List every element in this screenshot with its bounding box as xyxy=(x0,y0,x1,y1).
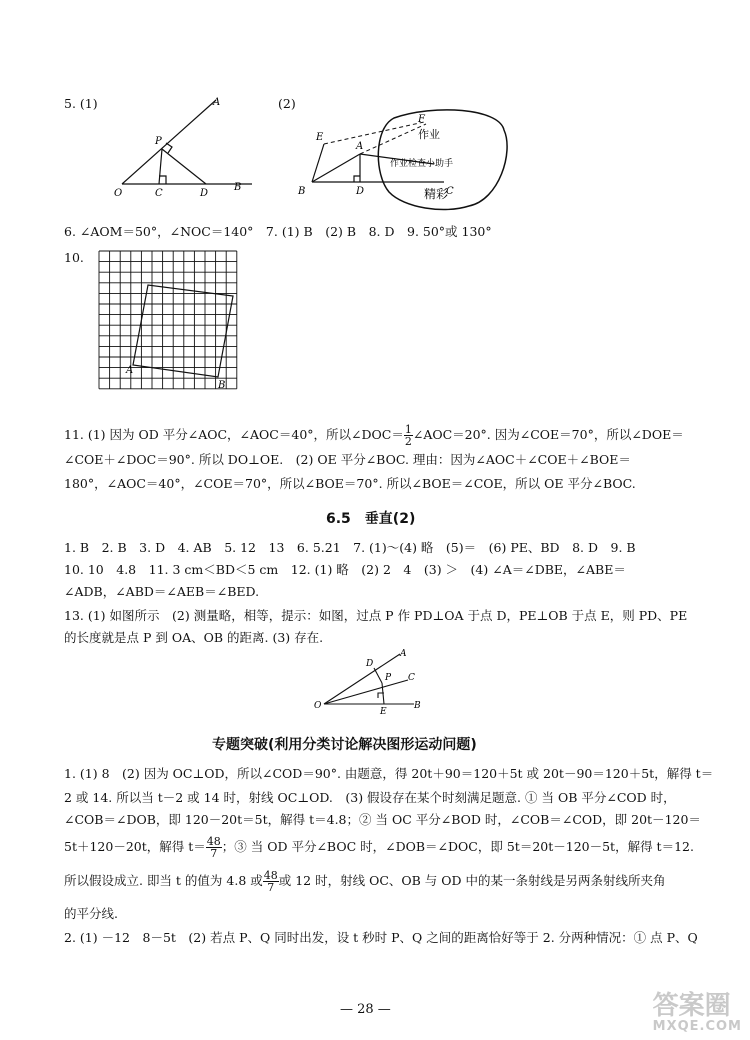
figure-5-1 xyxy=(110,92,260,200)
fig2-label-f: F xyxy=(418,114,425,125)
fig1-label-c: C xyxy=(155,188,163,199)
section65-line-4: 13. (1) 如图所示 (2) 测量略，相等，提示：如图，过点 P 作 PD⊥OA 于点 D，PE⊥OB 于点 E，则 PD、PE xyxy=(64,608,688,623)
grid-label-b: B xyxy=(218,380,226,391)
watermark-logo xyxy=(653,992,742,1034)
fraction-denominator: 7 xyxy=(267,881,275,894)
fig1-label-a: A xyxy=(213,97,221,108)
fig13-label-b: B xyxy=(414,701,421,711)
special-line-7: 2. (1) －12 8－5t (2) 若点 P、Q 同时出发，设 t 秒时 P、Q 之间的距离恰好等于 2. 分两种情况：① 点 P、Q xyxy=(64,930,698,945)
special-line-4 xyxy=(64,836,694,859)
special-line-5b: 或 12 时，射线 OC、OB 与 OD 中的某一条射线是另两条射线所夹角 xyxy=(278,873,666,888)
problem11-line-2: ∠COE＋∠DOC＝90°. 所以 DO⊥OE. (2) OE 平分∠BOC. 理由：因为∠AOC＋∠COE＋∠BOE＝ xyxy=(64,452,631,467)
fig2-label-c: C xyxy=(446,186,454,197)
grid-figure-10 xyxy=(96,248,238,394)
fig13-label-a: A xyxy=(400,649,407,659)
answers-6-9: 6. ∠AOM＝50°，∠NOC＝140° 7. (1) B (2) B 8. D 9. 50°或 130° xyxy=(64,224,492,239)
fraction-numerator: 48 xyxy=(263,869,278,882)
special-line-5a: 所以假设成立. 即当 t 的值为 4.8 或 xyxy=(64,873,263,888)
section65-line-5: 的长度就是点 P 到 OA、OB 的距离. (3) 存在. xyxy=(64,630,324,645)
stamp-text-1: 作业 xyxy=(418,128,440,141)
section65-line-1: 1. B 2. B 3. D 4. AB 5. 12 13 6. 5.21 7. (1)～(4) 略 (5)＝ (6) PE、BD 8. D 9. B xyxy=(64,540,636,555)
fraction-denominator: 2 xyxy=(404,435,412,448)
fig1-label-p: P xyxy=(155,136,162,147)
fig2-label-e: E xyxy=(316,132,324,143)
fig13-label-d: D xyxy=(366,659,374,669)
watermark-line-1: 答案圈 xyxy=(652,991,731,1021)
special-line-2: 2 或 14. 所以当 t－2 或 14 时，射线 OC⊥OD. (3) 假设存在某个时刻满足题意. ① 当 OB 平分∠COD 时， xyxy=(64,790,676,805)
problem10-label: 10. xyxy=(64,250,84,265)
fig13-label-o: O xyxy=(314,701,322,711)
figure-5-2 xyxy=(294,104,534,224)
stamp-text-3: 精彩 xyxy=(424,187,449,201)
section65-line-2: 10. 10 4.8 11. 3 cm＜BD＜5 cm 12. (1) 略 (2) 2 4 (3) ＞ (4) ∠A＝∠DBE，∠ABE＝ xyxy=(64,562,626,577)
special-line-1: 1. (1) 8 (2) 因为 OC⊥OD，所以∠COD＝90°. 由题意，得 20t＋90＝120＋5t 或 20t－90＝120＋5t，解得 t＝ xyxy=(64,766,714,781)
fraction-denominator: 7 xyxy=(210,847,218,860)
fig13-label-c: C xyxy=(408,673,415,683)
figure-13 xyxy=(312,646,422,714)
problem11-line-1b: ∠AOC＝20°. 因为∠COE＝70°，所以∠DOE＝ xyxy=(412,427,684,442)
special-line-4a: 5t＋120－20t，解得 t＝ xyxy=(64,839,206,854)
stamp-text-2: 作业检查小助手 xyxy=(390,159,454,169)
grid-label-a: A xyxy=(126,365,134,376)
fraction-one-half xyxy=(404,424,413,447)
section65-line-3: ∠ADB，∠ABD＝∠AEB＝∠BED. xyxy=(64,584,260,599)
fraction-numerator: 1 xyxy=(404,423,412,436)
fig1-label-b: B xyxy=(234,182,242,193)
special-section-title: 专题突破(利用分类讨论解决图形运动问题) xyxy=(212,737,477,753)
fig2-label-a: A xyxy=(356,141,364,152)
fraction-numerator: 48 xyxy=(206,835,221,848)
problem11-line-1a: 11. (1) 因为 OD 平分∠AOC，∠AOC＝40°，所以∠DOC＝ xyxy=(64,427,404,442)
special-line-6: 的平分线. xyxy=(64,906,118,921)
fig13-label-p: P xyxy=(385,673,392,683)
special-line-3: ∠COB＝∠DOB，即 120－20t＝5t，解得 t＝4.8；② 当 OC 平分∠BOD 时，∠COB＝∠COD，即 20t－120＝ xyxy=(64,812,701,827)
problem11-line-1 xyxy=(64,424,684,447)
fig2-label-b: B xyxy=(298,186,306,197)
problem5-label-2: (2) xyxy=(278,96,296,111)
page-number: — 28 — xyxy=(340,1002,391,1017)
watermark-line-2: MXQE.COM xyxy=(652,1019,742,1034)
section-heading-6-5: 6.5 垂直(2) xyxy=(326,511,416,527)
special-line-4b: ；③ 当 OD 平分∠BOC 时，∠DOB＝∠DOC，即 5t＝20t－120－5t，解得 t＝12. xyxy=(221,839,694,854)
fig2-label-d: D xyxy=(356,186,365,197)
problem5-label-1: 5. (1) xyxy=(64,96,98,111)
fig13-label-e: E xyxy=(380,707,387,714)
special-line-5 xyxy=(64,870,666,893)
fig1-label-d: D xyxy=(200,188,209,199)
fraction-48-7-b xyxy=(263,870,279,893)
problem11-line-3: 180°，∠AOC＝40°，∠COE＝70°，所以∠BOE＝70°. 所以∠BOE＝∠COE，所以 OE 平分∠BOC. xyxy=(64,476,636,491)
fraction-48-7-a xyxy=(206,836,222,859)
fig1-label-o: O xyxy=(114,188,123,199)
